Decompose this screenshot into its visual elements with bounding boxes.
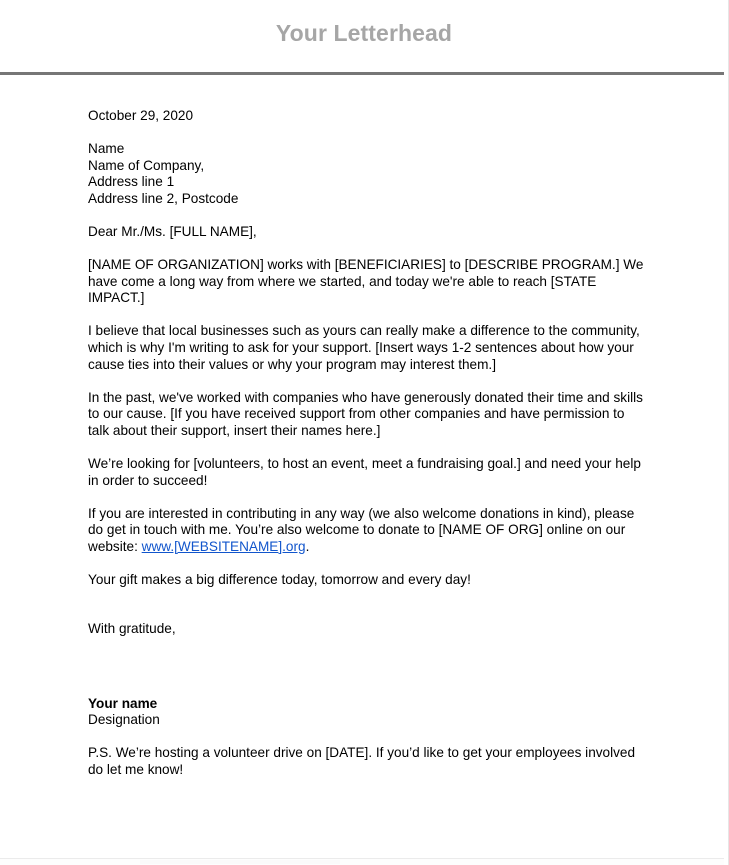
letter-date: October 29, 2020 bbox=[88, 108, 194, 123]
paragraph-belief: I believe that local businesses such as yours can really make a difference to the community, which is why I'm writing to ask for your support. [Insert ways 1-2 sentences about how your cause ties into their values or why your program may interest them.] bbox=[88, 323, 640, 372]
website-link[interactable]: www.[WEBSITENAME].org bbox=[141, 538, 306, 554]
recipient-address-line-2: Address line 2, Postcode bbox=[88, 190, 239, 206]
spacer-2 bbox=[88, 373, 648, 390]
paragraph-contribute bbox=[88, 506, 648, 556]
paragraph-your-gift: Your gift makes a big difference today, tomorrow and every day! bbox=[88, 571, 471, 587]
letterhead-header bbox=[0, 0, 728, 72]
next-page-content-hint bbox=[140, 860, 340, 864]
spacer-after-address bbox=[88, 207, 648, 224]
signature-block bbox=[88, 696, 648, 729]
signature-name: Your name bbox=[88, 695, 158, 711]
letter-body bbox=[0, 75, 648, 778]
spacer-3 bbox=[88, 439, 648, 456]
paragraph-contribute-text-after-link: . bbox=[305, 538, 310, 554]
spacer-6 bbox=[88, 588, 648, 605]
recipient-company: Name of Company, bbox=[88, 157, 205, 173]
spacer-after-salutation bbox=[88, 241, 648, 258]
body-top-spacer bbox=[88, 75, 648, 108]
recipient-name: Name bbox=[88, 141, 125, 157]
signature-designation: Designation bbox=[88, 712, 160, 728]
recipient-address-block bbox=[88, 141, 648, 207]
page-break-shadow bbox=[0, 859, 724, 865]
spacer-5 bbox=[88, 555, 648, 572]
paragraph-looking-for: We’re looking for [volunteers, to host an event, meet a fundraising goal.] and need your help in order to succeed! bbox=[88, 455, 641, 488]
spacer-6b bbox=[88, 605, 648, 621]
paragraph-intro: [NAME OF ORGANIZATION] works with [BENEFICIARIES] to [DESCRIBE PROGRAM.] We have come a long way from where we started, and today we're able to reach [STATE IMPACT.] bbox=[88, 257, 644, 306]
closing-salutation: With gratitude, bbox=[88, 620, 176, 636]
paragraph-contribute-text-before-link: If you are interested in contributing in any way (we also welcome donations in kind), please do get in touch with me. You’re also welcome to donate to [NAME OF ORG] online on our website: bbox=[88, 505, 635, 554]
spacer-1 bbox=[88, 307, 648, 324]
postscript: P.S. We’re hosting a volunteer drive on [DATE]. If you’d like to get your employees involved do let me know! bbox=[88, 745, 636, 777]
paragraph-past-support: In the past, we've worked with companies who have generously donated their time and skills to our cause. [If you have received support from other companies and have permission to talk about their support, insert their names here.] bbox=[88, 389, 643, 438]
signature-space bbox=[88, 638, 648, 696]
letterhead-title: Your Letterhead bbox=[275, 19, 453, 46]
spacer-after-date bbox=[88, 125, 648, 142]
spacer-7 bbox=[88, 729, 648, 746]
recipient-address-line-1: Address line 1 bbox=[88, 174, 175, 190]
spacer-4 bbox=[88, 489, 648, 506]
salutation: Dear Mr./Ms. [FULL NAME], bbox=[88, 223, 257, 239]
